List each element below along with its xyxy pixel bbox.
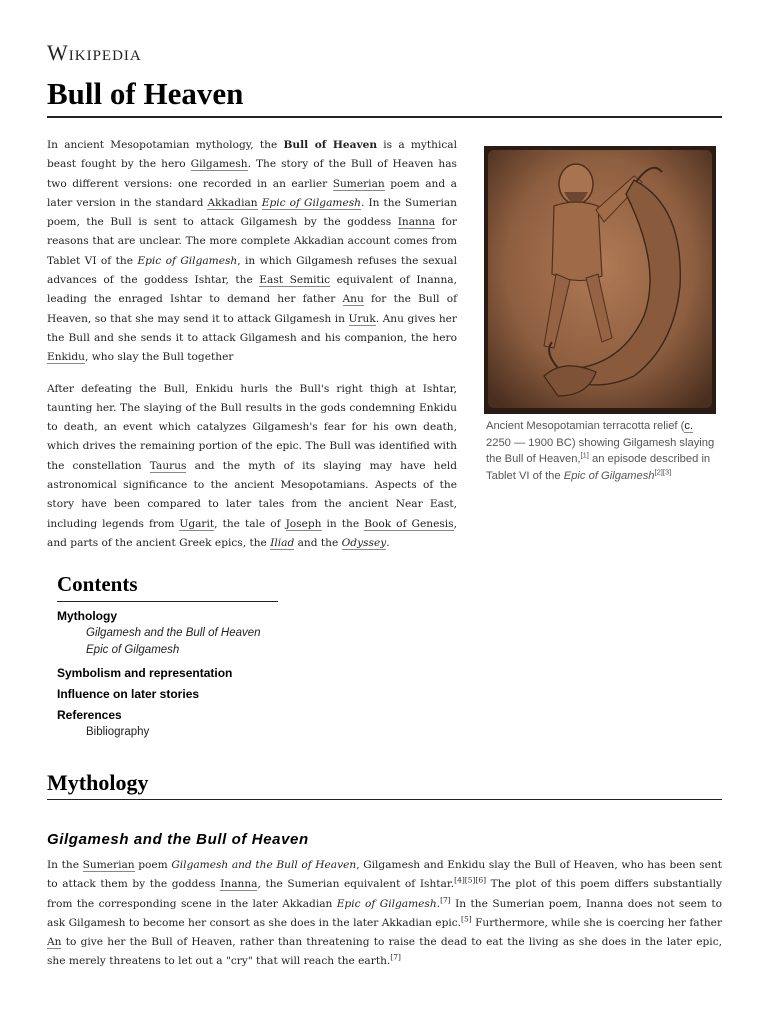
intro-paragraph-2: After defeating the Bull, Enkidu hurls the Bull's right thigh at Ishtar, taunting her. The slaying of the Bull results in the gods condemning Enkidu to death, an event which catalyzes Gilgamesh's fear for his own death, which drives the remaining portion of the epic. The Bull was identified with the constellation Taurus and the myth of its slaying may have held astronomical significance to the ancient Mesopotamians. Aspects of the story have been compared to later tales from the ancient Near East, including legends from Ugarit, the tale of Joseph in the Book of Genesis, and parts of the ancient Greek epics, the Iliad and the Odyssey.	[47, 382, 458, 549]
link-gilgamesh[interactable]: Gilgamesh	[190, 158, 248, 171]
link-inanna[interactable]: Inanna	[220, 878, 258, 891]
reference-link[interactable]: [1]	[580, 450, 589, 460]
reference-link[interactable]: [5]	[461, 914, 472, 924]
italic-title: Epic of Gilgamesh	[336, 897, 437, 910]
reference-link[interactable]: [7]	[440, 895, 451, 905]
page-title: Bull of Heaven	[47, 76, 722, 118]
link-circa[interactable]: c.	[684, 420, 694, 432]
wikipedia-wordmark[interactable]: Wikipedia	[47, 40, 142, 65]
link-uruk[interactable]: Uruk	[348, 312, 376, 325]
reference-link[interactable]: [2][3]	[654, 466, 672, 476]
link-book-of-genesis[interactable]: Book of Genesis	[364, 517, 454, 530]
reference-link[interactable]: [7]	[390, 952, 401, 962]
link-ugarit[interactable]: Ugarit	[179, 517, 215, 530]
link-epic-of-gilgamesh[interactable]: Epic of Gilgamesh	[261, 196, 361, 209]
toc-item-symbolism[interactable]: Symbolism and representation	[57, 666, 233, 680]
toc-item-mythology[interactable]: Mythology	[57, 609, 117, 623]
terracotta-relief-image[interactable]	[484, 146, 716, 414]
link-taurus[interactable]: Taurus	[149, 459, 187, 472]
table-of-contents	[57, 572, 357, 741]
link-sumerian[interactable]: Sumerian	[82, 859, 135, 871]
mythology-text	[47, 856, 722, 972]
intro-text	[47, 136, 457, 565]
link-odyssey[interactable]: Odyssey	[341, 536, 387, 549]
figure-caption: Ancient Mesopotamian terracotta relief (c. 2250 — 1900 BC) showing Gilgamesh slaying the Bull of Heaven,[1] an episode described in Tablet VI of the Epic of Gilgamesh[2][3]	[486, 420, 715, 482]
link-enkidu[interactable]: Enkidu	[47, 351, 85, 364]
link-sumerian[interactable]: Sumerian	[332, 177, 385, 190]
mythology-paragraph: In the Sumerian poem Gilgamesh and the Bull of Heaven, Gilgamesh and Enkidu slay the Bull of Heaven, who has been sent to attack them by the goddess Inanna, the Sumerian equivalent of Ishtar.[4][5][6] The plot of this poem differs substantially from the corresponding scene in the later Akkadian Epic of Gilgamesh.[7] In the Sumerian poem, Inanna does not seem to ask Gilgamesh to become her consort as she does in the later Akkadian epic.[5] Furthermore, while she is coercing her father An to give her the Bull of Heaven, rather than threatening to raise the dead to eat the living as she does in the later epic, she merely threatens to let out a "cry" that will reach the earth.[7]	[47, 859, 723, 968]
subsection-heading: Gilgamesh and the Bull of Heaven	[47, 831, 309, 848]
toc-item-references[interactable]: References	[57, 708, 122, 722]
toc-item-gilgamesh-bull[interactable]: Gilgamesh and the Bull of Heaven	[86, 627, 261, 639]
toc-item-influence[interactable]: Influence on later stories	[57, 687, 200, 701]
infobox-figure	[484, 146, 716, 484]
link-joseph[interactable]: Joseph	[285, 517, 322, 530]
italic-title: Epic of Gilgamesh	[137, 254, 238, 267]
intro-paragraph-1: In ancient Mesopotamian mythology, the Bull of Heaven is a mythical beast fought by the hero Gilgamesh. The story of the Bull of Heaven has two different versions: one recorded in an earlier Sumerian poem and a later version in the standard Akkadian Epic of Gilgamesh. In the Sumerian poem, the Bull is sent to attack Gilgamesh by the goddess Inanna for reasons that are unclear. The more complete Akkadian account comes from Tablet VI of the Epic of Gilgamesh, in which Gilgamesh refuses the sexual advances of the goddess Ishtar, the East Semitic equivalent of Inanna, leading the enraged Ishtar to demand her father Anu for the Bull of Heaven, so that she may send it to attack Gilgamesh in Uruk. Anu gives her the Bull and she sends it to attack Gilgamesh and his companion, the hero Enkidu, who slay the Bull together	[47, 139, 457, 364]
section-heading-mythology: Mythology	[47, 770, 722, 800]
bold-term: Bull of Heaven	[283, 139, 378, 151]
link-an[interactable]: An	[47, 936, 62, 949]
link-akkadian[interactable]: Akkadian	[207, 196, 258, 209]
link-east-semitic[interactable]: East Semitic	[259, 274, 331, 287]
link-inanna[interactable]: Inanna	[397, 216, 436, 229]
link-iliad[interactable]: Iliad	[270, 536, 295, 549]
toc-item-epic[interactable]: Epic of Gilgamesh	[86, 644, 180, 656]
toc-title: Contents	[57, 572, 278, 602]
italic-title: Epic of Gilgamesh	[563, 469, 655, 482]
toc-item-bibliography[interactable]: Bibliography	[86, 726, 150, 738]
italic-title: Gilgamesh and the Bull of Heaven	[171, 859, 357, 871]
reference-link[interactable]: [4][5][6]	[454, 875, 487, 885]
link-anu[interactable]: Anu	[342, 293, 364, 306]
hero-body	[552, 202, 602, 281]
